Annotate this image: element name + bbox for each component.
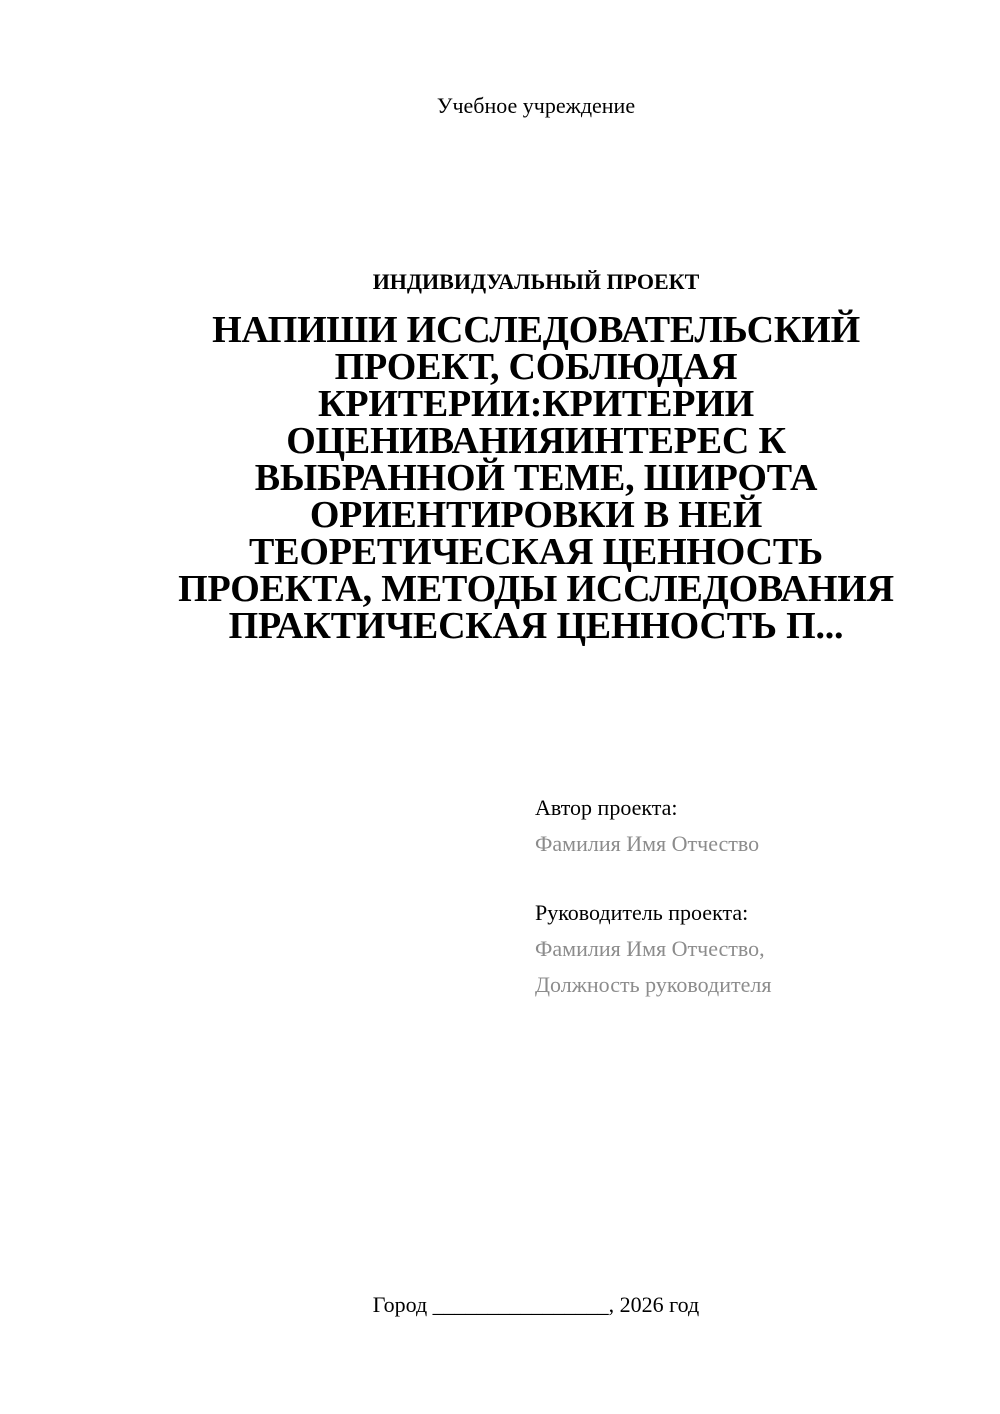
topic-line: ВЫБРАННОЙ ТЕМЕ, ШИРОТА xyxy=(254,457,818,499)
author-block xyxy=(535,790,955,862)
topic-line: НАПИШИ ИССЛЕДОВАТЕЛЬСКИЙ xyxy=(212,309,860,351)
topic-line: ПРОЕКТА, МЕТОДЫ ИССЛЕДОВАНИЯ xyxy=(178,568,894,610)
topic-line: ОРИЕНТИРОВКИ В НЕЙ xyxy=(309,494,763,536)
topic-line: ТЕОРЕТИЧЕСКАЯ ЦЕННОСТЬ xyxy=(249,531,823,573)
supervisor-label: Руководитель проекта: xyxy=(535,900,749,925)
author-name-placeholder: Фамилия Имя Отчество xyxy=(535,831,760,856)
supervisor-position-placeholder: Должность руководителя xyxy=(535,972,772,997)
city-year-line: Город ________________, 2026 год xyxy=(372,1292,700,1317)
supervisor-block xyxy=(535,895,955,1003)
institution-name: Учебное учреждение xyxy=(436,93,636,118)
topic-line: ПРАКТИЧЕСКАЯ ЦЕННОСТЬ П... xyxy=(228,605,844,647)
topic-line: ОЦЕНИВАНИЯИНТЕРЕС К xyxy=(286,420,786,462)
document-type: ИНДИВИДУАЛЬНЫЙ ПРОЕКТ xyxy=(372,269,700,294)
supervisor-name-placeholder: Фамилия Имя Отчество, xyxy=(535,936,765,961)
project-topic xyxy=(150,309,922,647)
author-label: Автор проекта: xyxy=(535,795,678,820)
topic-line: ПРОЕКТ, СОБЛЮДАЯ xyxy=(334,346,738,388)
topic-line: КРИТЕРИИ:КРИТЕРИИ xyxy=(318,383,754,425)
